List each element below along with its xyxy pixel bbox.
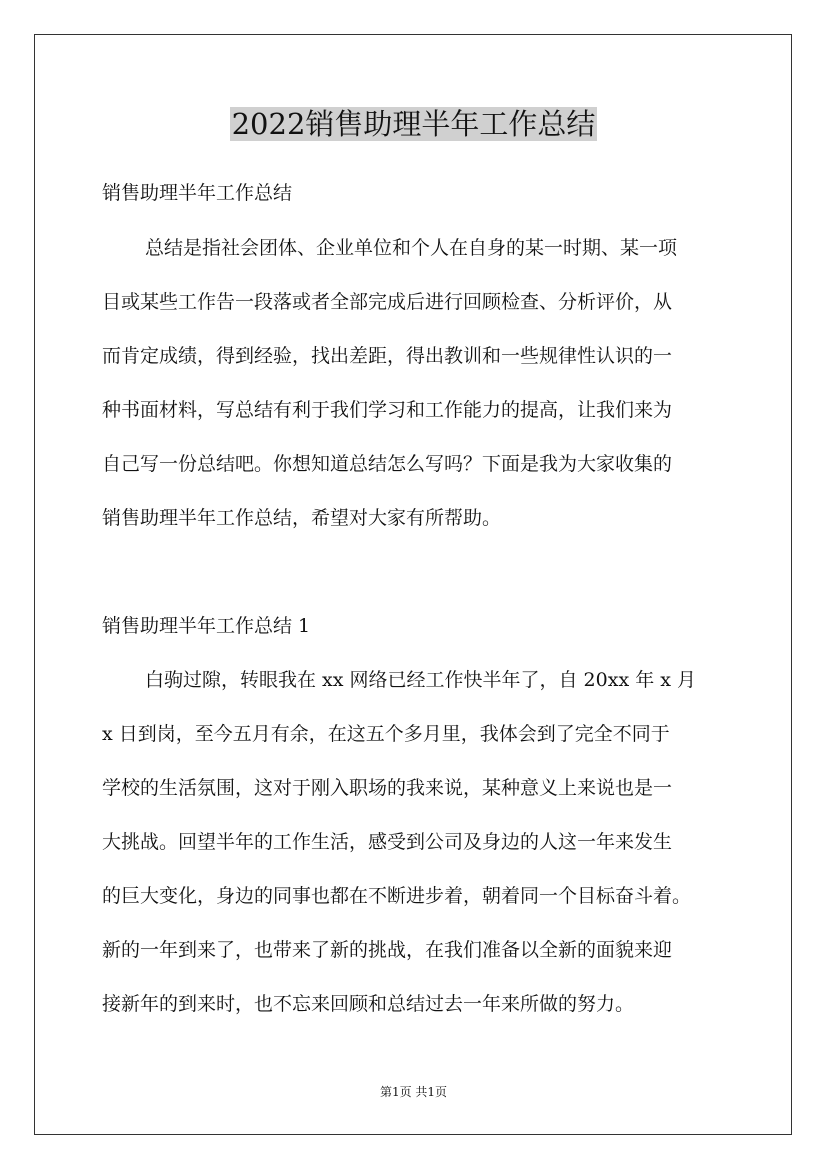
page-footer: 第1页 共1页 bbox=[379, 1085, 448, 1099]
document-subtitle: 销售助理半年工作总结 bbox=[102, 182, 293, 204]
section1-line-4: 大挑战。回望半年的工作生活，感受到公司及身边的人这一年来发生 bbox=[102, 831, 673, 853]
intro-line-6: 销售助理半年工作总结，希望对大家有所帮助。 bbox=[102, 507, 502, 529]
section1-line-2: x 日到岗，至今五月有余，在这五个多月里，我体会到了完全不同于 bbox=[102, 723, 670, 745]
intro-line-4: 种书面材料，写总结有利于我们学习和工作能力的提高，让我们来为 bbox=[102, 399, 673, 421]
section1-line-6: 新的一年到来了，也带来了新的挑战，在我们准备以全新的面貌来迎 bbox=[102, 939, 673, 961]
section1-line-7: 接新年的到来时，也不忘来回顾和总结过去一年来所做的努力。 bbox=[102, 993, 635, 1015]
section1-line-5: 的巨大变化，身边的同事也都在不断进步着，朝着同一个目标奋斗着。 bbox=[102, 885, 692, 907]
section1-line-1: 白驹过隙，转眼我在 xx 网络已经工作快半年了，自 20xx 年 x 月 bbox=[145, 669, 696, 691]
section1-line-3: 学校的生活氛围，这对于刚入职场的我来说，某种意义上来说也是一 bbox=[102, 777, 673, 799]
intro-line-2: 目或某些工作告一段落或者全部完成后进行回顾检查、分析评价，从 bbox=[102, 291, 673, 313]
intro-line-1: 总结是指社会团体、企业单位和个人在自身的某一时期、某一项 bbox=[145, 237, 678, 259]
section1-heading: 销售助理半年工作总结 1 bbox=[102, 615, 311, 637]
intro-line-3: 而肯定成绩，得到经验，找出差距，得出教训和一些规律性认识的一 bbox=[102, 345, 673, 367]
document-title-text: 2022销售助理半年工作总结 bbox=[231, 107, 596, 141]
document-title bbox=[0, 104, 827, 144]
intro-line-5: 自己写一份总结吧。你想知道总结怎么写吗？下面是我为大家收集的 bbox=[102, 453, 673, 475]
